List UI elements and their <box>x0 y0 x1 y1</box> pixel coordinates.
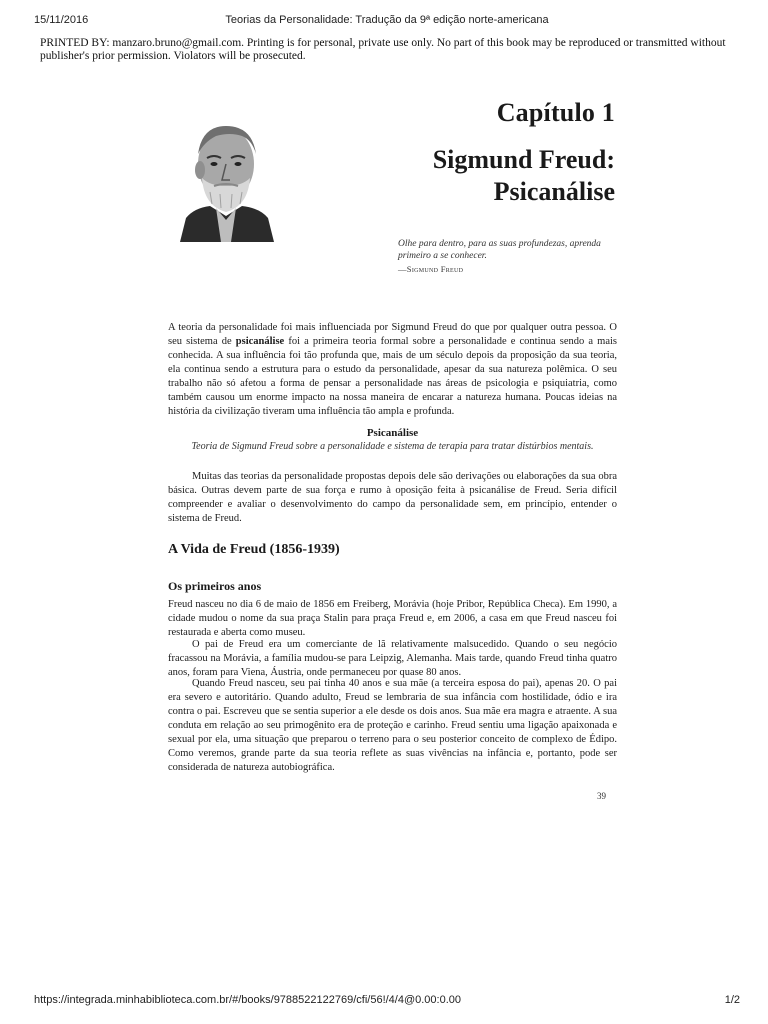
chapter-label: Capítulo 1 <box>496 98 615 127</box>
body-paragraph-birth: Freud nasceu no dia 6 de maio de 1856 em Freiberg, Morávia (hoje Pribor, República Checa). Em 1990, a cidade mudou o nome da sua praça Stalin para praça Freud e, em 2006, a casa em que Freud nasceu foi restaurada e aberta como museu. <box>168 599 617 638</box>
chapter-title-line1: Sigmund Freud: <box>432 145 615 174</box>
intro-text-a: A teoria da personalidade foi mais influenciada por Sigmund Freud do que por qualquer outra pessoa. O seu sistema de <box>168 322 617 347</box>
definition-box <box>168 426 617 454</box>
print-page-count: 1/2 <box>724 994 740 1006</box>
epigraph-quote: Olhe para dentro, para as suas profundezas, aprenda primeiro a se conhecer. <box>398 239 601 261</box>
print-notice: PRINTED BY: manzaro.bruno@gmail.com. Printing is for personal, private use only. No part of this book may be reproduced or transmitted without publisher's prior permission. Violators will be prosecuted. <box>40 37 726 62</box>
epigraph-author: —Sigmund Freud <box>398 264 464 274</box>
definition-term: Psicanálise <box>366 427 419 439</box>
chapter-title-line2: Psicanálise <box>493 177 615 206</box>
freud-portrait <box>176 114 276 242</box>
body-paragraph-father: O pai de Freud era um comerciante de lã relativamente malsucedido. Quando o seu negócio fracassou na Morávia, a família mudou-se para Leipzig, Alemanha. Mais tarde, quando Freud tinha quatro anos, foram para Viena, Áustria, onde permaneceu por quase 80 anos. <box>168 639 617 678</box>
browser-print-header <box>34 14 740 30</box>
book-page-number: 39 <box>597 791 606 801</box>
page-url: https://integrada.minhabiblioteca.com.br/#/books/9788522122769/cfi/56!/4/4@0.00:0.00 <box>34 994 462 1006</box>
chapter-title <box>433 144 615 208</box>
intro-key-term: psicanálise <box>235 336 285 347</box>
intro-paragraph <box>168 321 617 419</box>
print-date: 15/11/2016 <box>34 14 89 26</box>
body-paragraph: Muitas das teorias da personalidade propostas depois dele são derivações ou elaborações da sua obra básica. Outras devem parte de sua força e rumo à oposição feita à psicanálise de Freud. Seria difícil compreender e avaliar o desenvolvimento do campo da personalidade sem, em princípio, entender o sistema de Freud. <box>168 471 617 524</box>
subsection-heading: Os primeiros anos <box>168 579 262 593</box>
intro-text-b: foi a primeira teoria formal sobre a personalidade e continua sendo a mais conhecida. A sua influência foi tão profunda que, mais de um século depois da proposição da sua teoria, ela continua sendo a estrutura para o estudo da personalidade, apesar da sua natureza polêmica. O seu trabalho não só afetou a forma de pensar a personalidade nas áreas de psicologia e psiquiatria, como também causou um enorme impacto na nossa maneira de encarar a natureza humana. Poucas ideias na história da civilização tiveram uma influência tão ampla e profunda. <box>168 336 618 417</box>
body-paragraph-childhood: Quando Freud nasceu, seu pai tinha 40 anos e sua mãe (a terceira esposa do pai), apenas 20. O pai era severo e autoritário. Quando adulto, Freud se lembraria de sua infância com hostilidade, ódio e ira contra o pai. Escreveu que se sentia superior a ele desde os dois anos. Sua mãe era magra e atraente. A sua conduta em relação ao seu primogênito era de proteção e carinho. Freud sentiu uma ligação apaixonada e sexual por ela, uma situação que preparou o terreno para o seu posterior conceito de complexo de Édipo. Como veremos, grande parte da sua teoria reflete as suas vivências na infância e, portanto, pode ser considerada de natureza autobiográfica. <box>168 678 617 773</box>
definition-text: Teoria de Sigmund Freud sobre a personalidade e sistema de terapia para tratar distúrbios mentais. <box>191 441 594 452</box>
document-title: Teorias da Personalidade: Tradução da 9ª edição norte-americana <box>225 14 549 26</box>
browser-print-footer <box>34 994 740 1010</box>
section-heading: A Vida de Freud (1856-1939) <box>168 542 340 557</box>
